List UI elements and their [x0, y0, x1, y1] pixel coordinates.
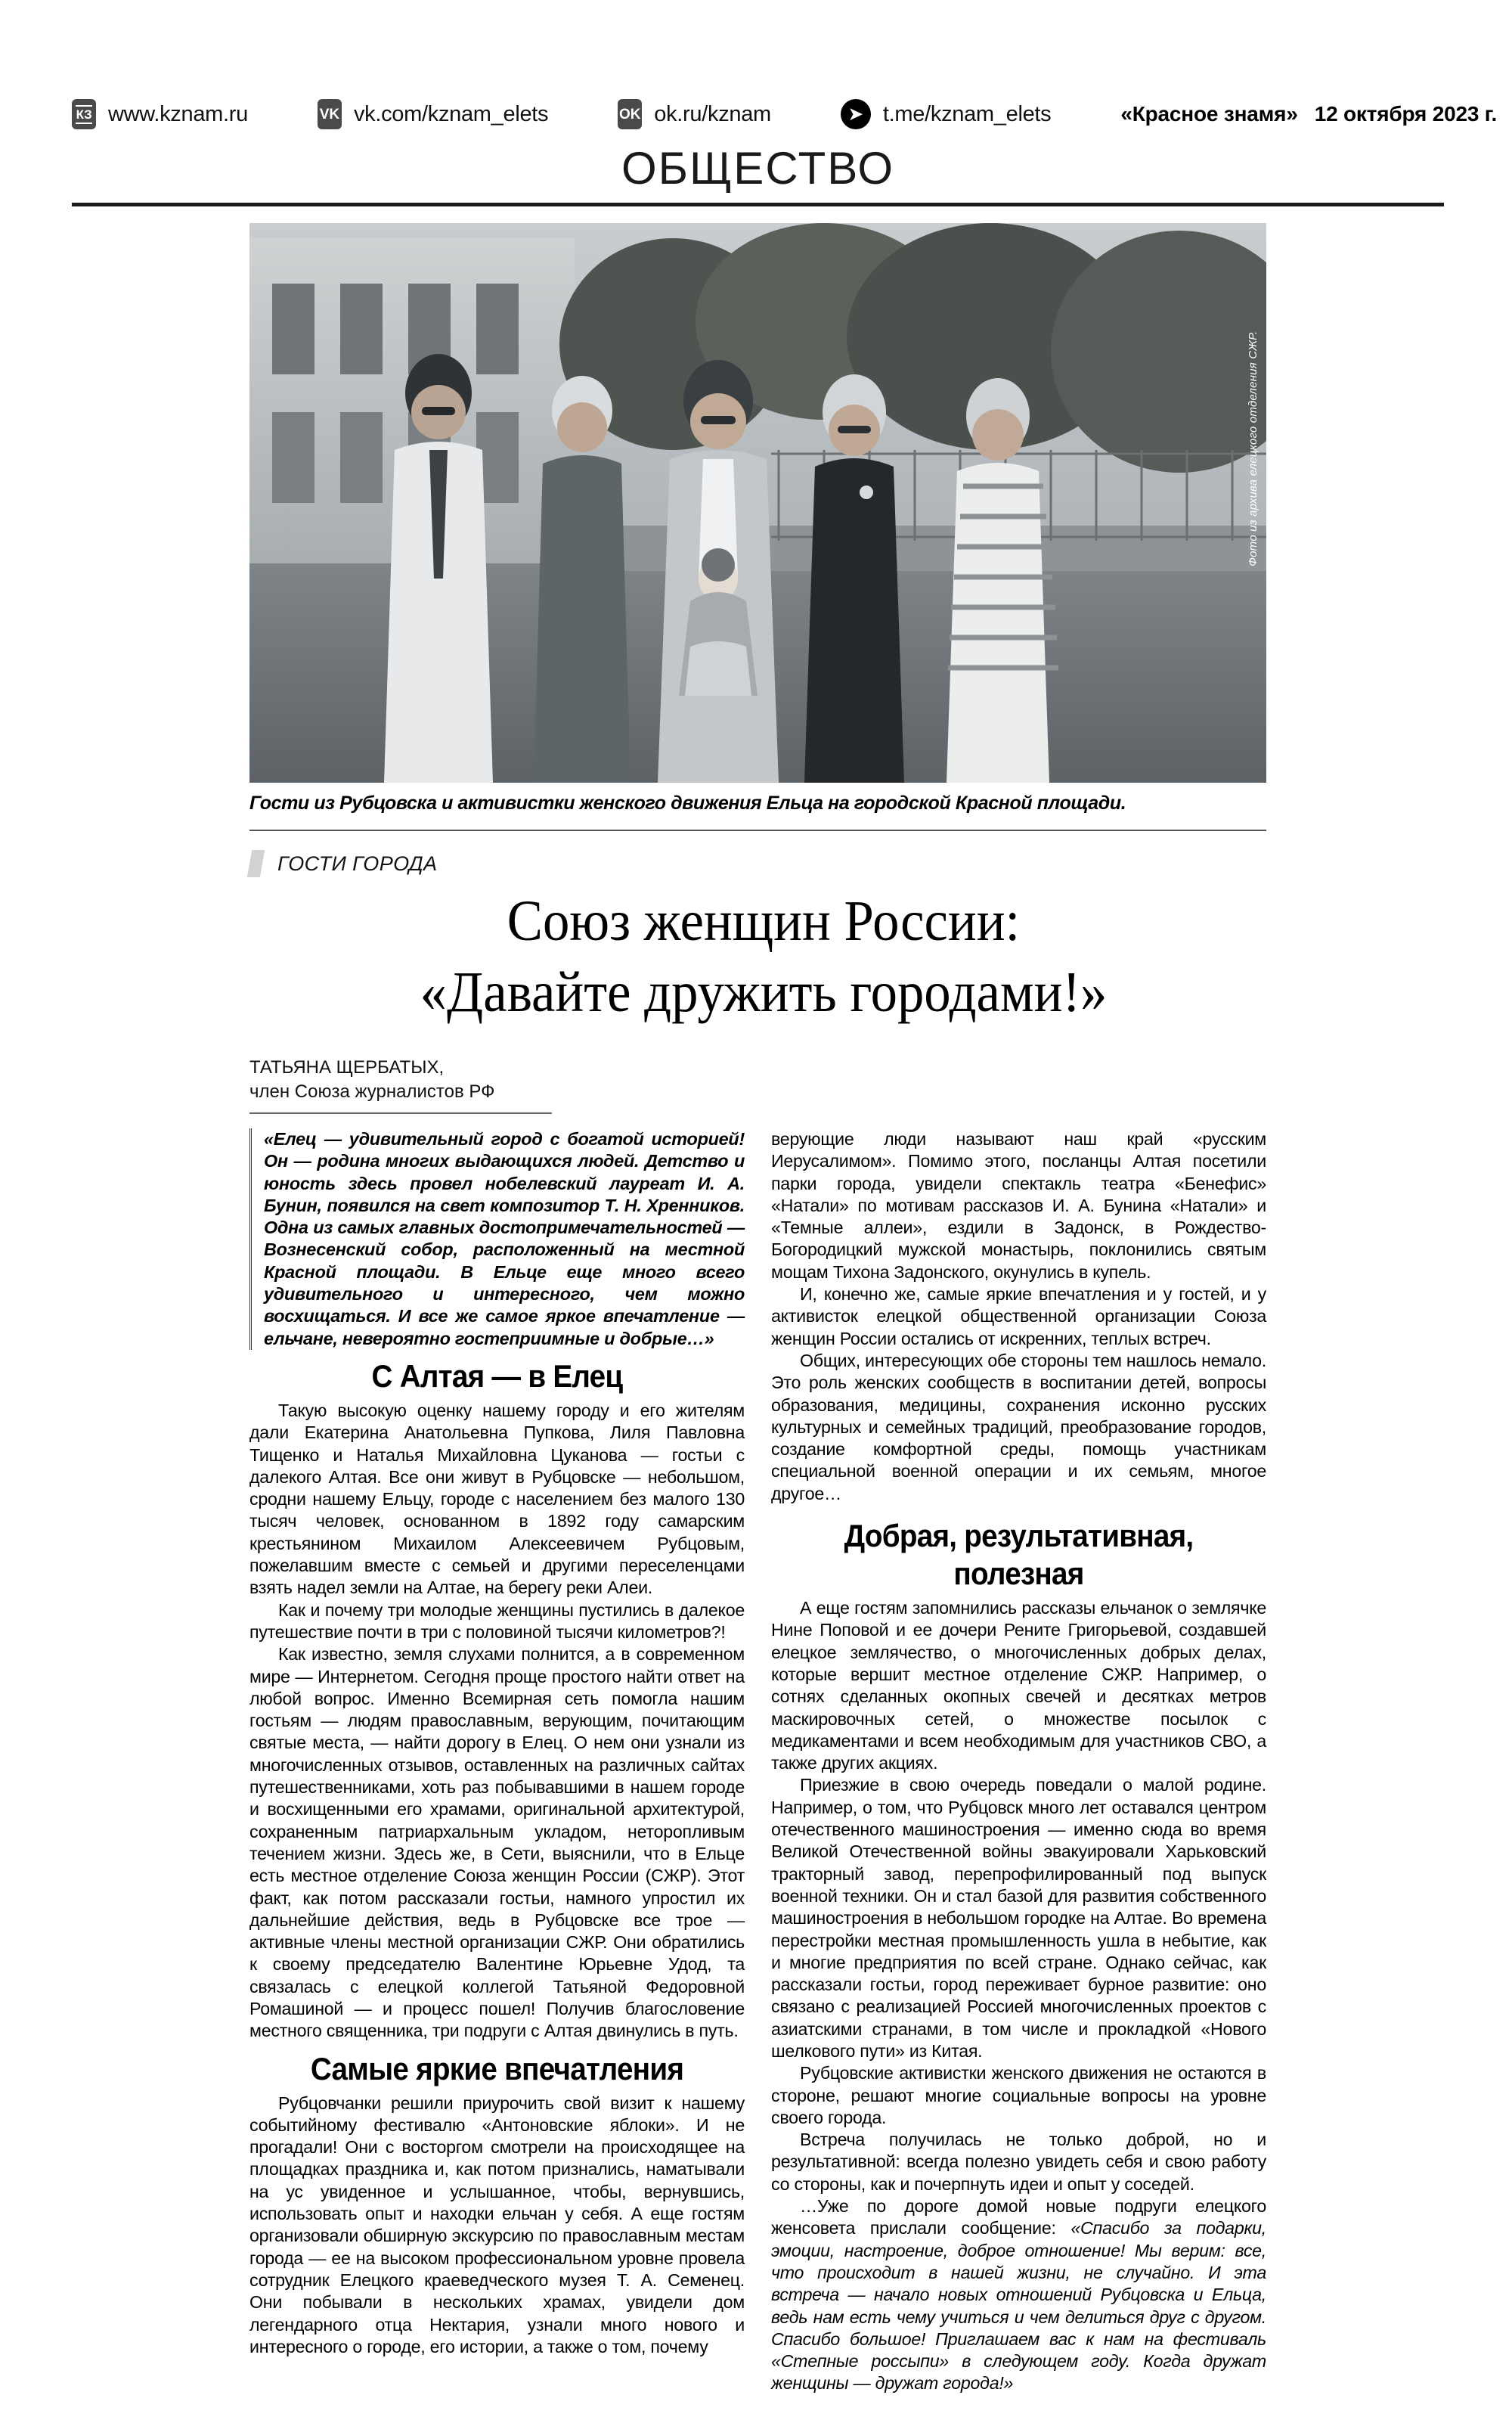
- photo-illustration: [249, 223, 1266, 783]
- headline-line-1: Союз женщин России:: [507, 889, 1021, 953]
- paragraph-3: Как известно, земля слухами полнится, а в современном мире — Интернетом. Сегодня проще простого найти ответ на любой вопрос. Именно Всемирная сеть помогла нашим гостьям — людям православным, верующим, почитающим святые места, — найти дорогу в Елец. О нем они узнали из многочисленных отзывов, оставленных на различных сайтах путешественниками, хоть раз побывавшими в нашем городе и восхищенными его храмами, оригинальной архитектурой, сохраненным патриархальным укладом, неторопливым течением жизни. Здесь же, в Сети, выяснили, что в Ельце есть местное отделение Союза женщин России (СЖР). Этот факт, как потом рассказали гостьи, намного упростил их дальнейшие действия, ведь в Рубцовске все трое — активные члены местной организации СЖР. Они обратились к своему председателю Валентине Юрьевне Удод, та связалась с елецкой коллегой Татьяной Федоровной Ромашиной — и процесс пошел! Получив благословение местного священника, три подруги с Алтая двинулись в путь.: [249, 1644, 745, 2041]
- paragraph-12: [771, 2195, 1266, 2395]
- paragraph-7: Общих, интересующих обе стороны тем нашлось немало. Это роль женских сообществ в воспитании детей, вопросы образования, медицины, сохранения исконно русских культурных и семейных традиций, преобразование городов, создание комфортной среды, помощь участникам специальной военной операции и их семьям, многое другое…: [771, 1350, 1266, 1503]
- subhead-1: С Алтая — в Елец: [371, 1357, 623, 1394]
- byline-author: ТАТЬЯНА ЩЕРБАТЫХ,: [249, 1057, 445, 1078]
- paragraph-9: Приезжие в свою очередь поведали о малой родине. Например, о том, что Рубцовск много лет оставался центром отечественного машиностроения — именно сюда во время Великой Отечественной войны эвакуировали Харьковский тракторный завод, перепрофилированный под выпуск военной техники. Он и стал базой для развития собственного машиностроения в небольшом городке на Алтае. Во времена перестройки местная промышленность ушла в небытие, как и многие предприятия по всей стране. Однако сейчас, как рассказали гостьи, город переживает бурное развитие: оно связано с реализацией Россией многочисленных проектов с азиатскими странами, в том числе и прокладкой «Нового шелкового пути» из Китая.: [771, 1775, 1266, 2061]
- paragraph-8: А еще гостям запомнились рассказы ельчанок о землячке Нине Поповой и ее дочери Рените Григорьевой, создавшей елецкое землячество, о многочисленных добрых делах, которые вершит местное отделение СЖР. Например, о сотнях сделанных окопных свечей и десятках метров маскировочных сетей, о множестве посылок с медикаментами и всем необходимым для участников СВО, а также других акциях.: [771, 1598, 1266, 1773]
- masthead: [72, 97, 1498, 132]
- issue-info: [1120, 102, 1512, 126]
- byline: [249, 1056, 552, 1104]
- paragraph-12-prefix: …Уже по дороге домой новые подруги елецкого женсовета прислали сообщение:: [771, 2196, 1266, 2238]
- paragraph-2: Как и почему три молодые женщины пустились в далекое путешествие почти в три с половиной тысячи километров?!: [249, 1599, 745, 1642]
- article-column-right: [771, 1128, 1266, 2395]
- social-label-ok: ok.ru/kznam: [654, 101, 771, 126]
- article-photo: [249, 223, 1266, 783]
- social-link-telegram[interactable]: [841, 99, 1051, 129]
- vk-icon: VK: [318, 99, 342, 129]
- lead-paragraph: «Елец — удивительный город с богатой историей! Он — родина многих выдающихся людей. Детство и юность здесь провел нобелевский лауреат И. А. Бунин, появился на свет композитор Т. Н. Хренников. Одна из самых главных достопримечательностей — Вознесенский собор, расположенный на местной Красной площади. В Ельце еще много всего удивительного и интересного, чем можно восхищаться. И все же самое яркое впечатление — ельчане, невероятно гостеприимные и добрые…»: [249, 1128, 745, 1350]
- paragraph-1: Такую высокую оценку нашему городу и его жителям дали Екатерина Анатольевна Пупкова, Лиля Павловна Тищенко и Наталья Михайловна Цуканова — гостьи с далекого Алтая. Все они живут в Рубцовске — небольшом, сродни нашему Ельцу, городе с населением без малого 130 тысяч человек, основанном в 1892 году самарским крестьянином Михаилом Алексеевичем Рубцовым, пожелавшим вместе с семьей и другими переселенцами взять надел земли на Алтае, на берегу реки Алеи.: [249, 1400, 745, 1598]
- rubric-mark-icon: [247, 850, 265, 877]
- subhead-3-line-2: полезная: [953, 1556, 1084, 1592]
- byline-divider: [249, 1112, 552, 1114]
- social-link-vk[interactable]: [318, 99, 548, 129]
- subhead-3-line-1: Добрая, результативная,: [844, 1518, 1194, 1554]
- rubric: [249, 850, 437, 877]
- paragraph-11: Встреча получилась не только доброй, но и результативной: всегда полезно увидеть себя и свою работу со стороны, как и почерпнуть идеи и опыт у соседей.: [771, 2130, 1266, 2194]
- issue-date: 12 октября 2023 г.: [1314, 102, 1498, 126]
- subhead-2: Самые яркие впечатления: [310, 2050, 684, 2086]
- section-title: ОБЩЕСТВО: [621, 143, 894, 194]
- telegram-icon: ➤: [841, 99, 871, 129]
- paragraph-10: Рубцовские активистки женского движения не остаются в стороне, решают многие социальные вопросы на уровне своего города.: [771, 2063, 1266, 2127]
- paragraph-6: И, конечно же, самые яркие впечатления и у гостей, и у активисток елецкой общественной организации Союза женщин России остались от искренних, теплых встреч.: [771, 1284, 1266, 1348]
- caption-divider: [249, 830, 1266, 831]
- social-label-website: www.kznam.ru: [108, 101, 248, 126]
- subhead-3: [791, 1517, 1247, 1593]
- social-label-vk: vk.com/kznam_elets: [353, 101, 549, 126]
- photo-credit: Фото из архива елецкого отделения СЖР.: [1247, 330, 1259, 566]
- byline-role: член Союза журналистов РФ: [249, 1081, 495, 1102]
- paragraph-5: верующие люди называют наш край «русским Иерусалимом». Помимо этого, посланцы Алтая посетили парки города, увидели спектакль театра «Бенефис» «Натали» по мотивам рассказов И. А. Бунина «Натали» и «Темные аллеи», ездили в Задонск, в Рождество-Богородицкий мужской монастырь, поклонились святым мощам Тихона Задонского, окунулись в купель.: [771, 1129, 1266, 1282]
- paragraph-12-quote: «Спасибо за подарки, эмоции, настроение, доброе отношение! Мы верим: все, что происходит в нашей жизни, не случайно. И эта встреча — начало новых отношений Рубцовска и Ельца, ведь нам есть чему учиться и чем делиться друг с другом. Спасибо большое! Приглашаем вас к нам на фестиваль «Степные россыпи» в следующем году. Когда дружат женщины — дружат города!»: [771, 2218, 1266, 2394]
- page-title: [227, 886, 1300, 1028]
- headline-line-2: «Давайте дружить городами!»: [420, 960, 1108, 1024]
- social-link-ok[interactable]: [618, 99, 771, 129]
- paper-name: «Красное знамя»: [1120, 102, 1298, 126]
- kznam-logo-icon: [72, 99, 96, 129]
- paragraph-4: Рубцовчанки решили приурочить свой визит к нашему событийному фестивалю «Антоновские яблоки». И не прогадали! Они с восторгом смотрели на происходящее на площадках праздника и, как потом признались, наматывали на ус увиденное и услышанное, чтобы, вернувшись, использовать опыт и находки ельчан у себя. А еще гостям организовали обширную экскурсию по православным местам города — ее на высоком профессиональном уровне провела сотрудник Елецкого краеведческого музея Т. А. Семенец. Они побывали в нескольких храмах, увидели дом легендарного отца Нектария, узнали много нового и интересного о городе, его истории, а также о том, почему: [249, 2093, 745, 2356]
- odnoklassniki-icon: OK: [618, 99, 642, 129]
- article-column-left: [249, 1128, 745, 2358]
- social-link-website[interactable]: [72, 99, 248, 129]
- rubric-label: ГОСТИ ГОРОДА: [277, 852, 438, 875]
- social-label-telegram: t.me/kznam_elets: [882, 101, 1052, 126]
- kznam-logo-glyph: КЗ: [76, 105, 93, 124]
- photo-caption: Гости из Рубцовска и активистки женского движения Ельца на городской Красной площади.: [249, 793, 1126, 814]
- header-divider: [72, 203, 1444, 206]
